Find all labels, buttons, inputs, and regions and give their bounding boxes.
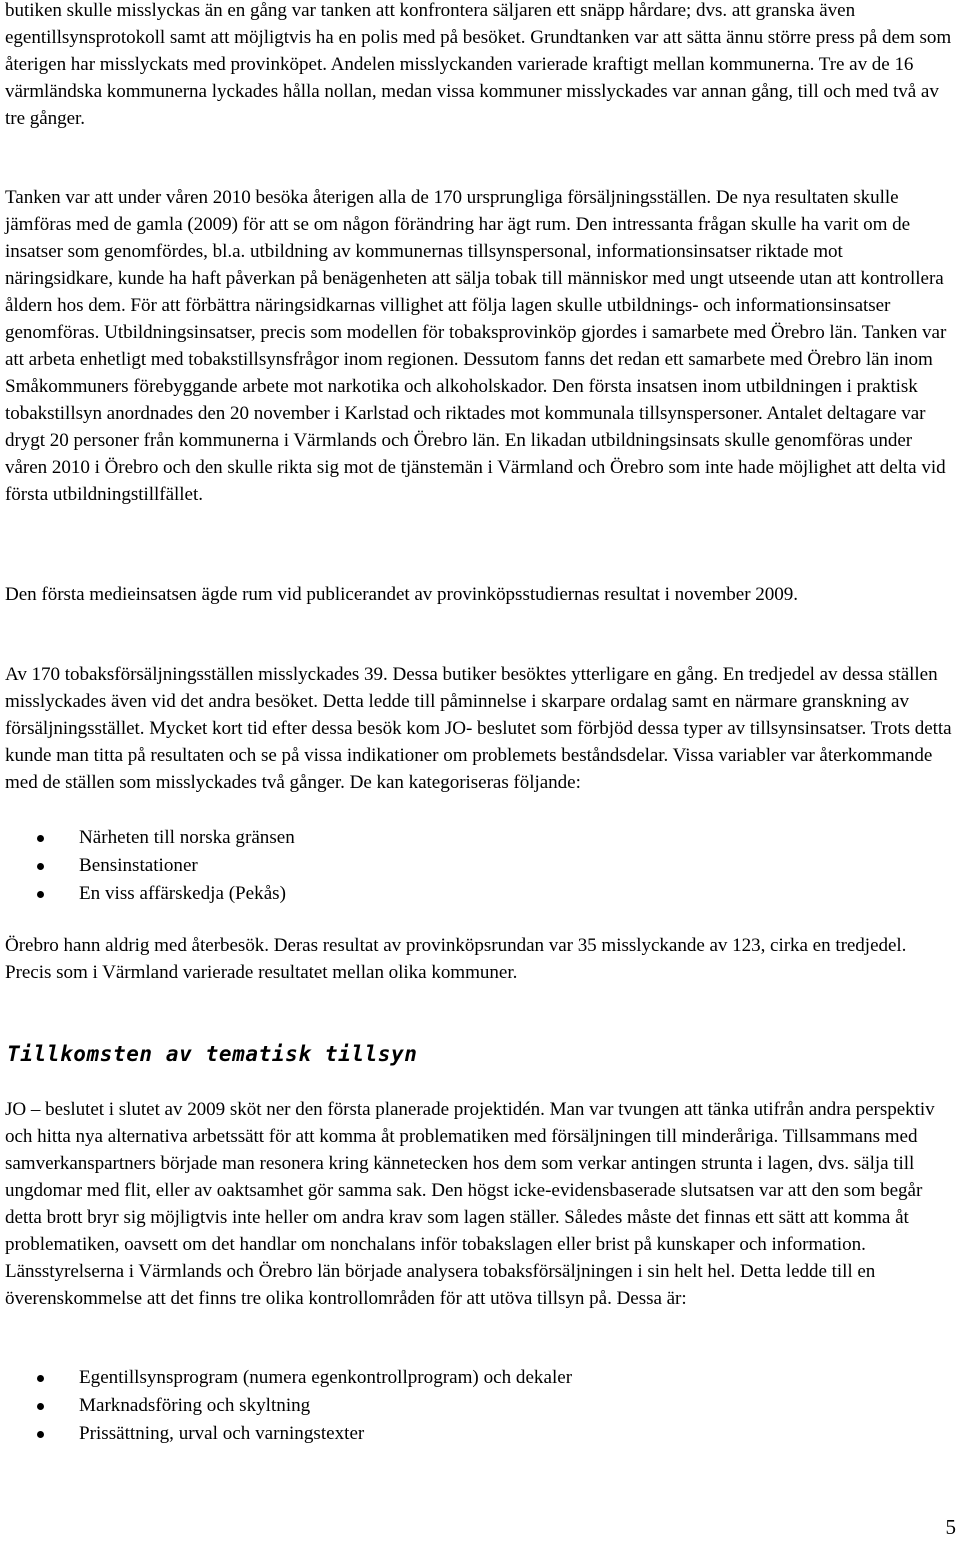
list-item-text: Bensinstationer	[79, 855, 198, 876]
factors-list	[5, 824, 955, 908]
bullet-icon	[37, 1375, 44, 1382]
list-item	[5, 1392, 955, 1420]
bullet-icon	[37, 1403, 44, 1410]
paragraph-orebro: Örebro hann aldrig med återbesök. Deras resultat av provinköpsrundan var 35 misslyckande av 123, cirka en tredjedel. Precis som i Värmland varierade resultatet mellan olika kommuner.	[5, 935, 907, 983]
paragraph-jo-decision: JO – beslutet i slutet av 2009 sköt ner den första planerade projektidén. Man var tvungen att tänka utifrån andra perspektiv och hitta nya alternativa arbetssätt för att komma åt problematiken med försäljningen till minderåriga. Tillsammans med samverkanspartners började man resonera kring kännetecken hos dem som verkar antingen strunta i lagen, dvs. sälja till ungdomar med flit, eller av oaktsamhet gör samma sak. Den högst icke-evidensbaserade slutsatsen var att den som begår detta brott bryr sig möjligtvis inte heller om andra krav som lagen ställer. Således måste det finnas ett sätt att komma åt problematiken, oavsett om det handlar om nonchalans inför tobakslagen eller brist på kunskaper och information. Länsstyrelserna i Värmlands och Örebro län började analysera tobaksförsäljningen i sin helt hel. Detta ledde till en överenskommelse att det finns tre olika kontrollområden för att utöva tillsyn på. Dessa är:	[5, 1099, 935, 1309]
list-item-text: Närheten till norska gränsen	[79, 827, 295, 848]
list-item	[5, 1364, 955, 1392]
bullet-icon	[37, 1431, 44, 1438]
bullet-icon	[37, 863, 44, 870]
paragraph-results: Av 170 tobaksförsäljningsställen misslyckades 39. Dessa butiker besöktes ytterligare en gång. En tredjedel av dessa ställen misslyckades även vid det andra besöket. Detta ledde till påminnelse i skarpare ordalag samt en närmare granskning av försäljningsstället. Mycket kort tid efter dessa besök kom JO- beslutet som förbjöd dessa typer av tillsynsinsatser. Trots detta kunde man titta på resultaten och se på vissa indikationer om problemets beståndsdelar. Vissa variabler var återkommande med de ställen som misslyckades två gånger. De kan kategoriseras följande:	[5, 664, 952, 793]
paragraph-intro: butiken skulle misslyckas än en gång var tanken att konfrontera säljaren ett snäpp hårdare; dvs. att granska även egentillsynsprotokoll samt att möjligtvis ha en polis med på besöket. Grundtanken var att sätta ännu större press på dem som återigen har misslyckats med provinköpet. Andelen misslyckanden varierade kraftigt mellan kommunerna. Tre av de 16 värmländska kommunerna lyckades hålla nollan, medan vissa kommuner misslyckades var annan gång, till och med två av tre gånger.	[5, 0, 952, 129]
list-item-text: En viss affärskedja (Pekås)	[79, 883, 286, 904]
list-item-text: Prissättning, urval och varningstexter	[79, 1423, 365, 1444]
section-heading: Tillkomsten av tematisk tillsyn	[7, 1042, 418, 1066]
page-number: 5	[945, 1515, 956, 1539]
paragraph-media: Den första medieinsatsen ägde rum vid publicerandet av provinköpsstudiernas resultat i november 2009.	[5, 584, 798, 605]
list-item	[5, 1420, 955, 1448]
list-item	[5, 880, 955, 908]
list-item	[5, 824, 955, 852]
control-areas-list	[5, 1364, 955, 1448]
paragraph-spring-2010: Tanken var att under våren 2010 besöka återigen alla de 170 ursprungliga försäljningsställen. De nya resultaten skulle jämföras med de gamla (2009) för att se om någon förändring har ägt rum. Den intressanta frågan skulle ha varit om de insatser som genomfördes, bl.a. utbildning av kommunernas tillsynspersonal, informationsinsatser riktade mot näringsidkare, kunde ha haft påverkan på benägenheten att sälja tobak till människor med ungt utseende utan att kontrollera åldern hos dem. För att förbättra näringsidkarnas villighet att följa lagen skulle utbildnings- och informationsinsatser genomföras. Utbildningsinsatser, precis som modellen för tobaksprovinköp gjordes i samarbete med Örebro län. Tanken var att arbeta enhetligt med tobakstillsynsfrågor inom regionen. Dessutom fanns det redan ett samarbete med Örebro län inom Småkommuners förebyggande arbete mot narkotika och alkoholskador. Den första insatsen inom utbildningen i praktisk tobakstillsyn anordnades den 20 november i Karlstad och riktades mot kommunala tillsynspersoner. Antalet deltagare var drygt 20 personer från kommunerna i Värmlands och Örebro län. En likadan utbildningsinsats skulle genomföras under våren 2010 i Örebro och den skulle rikta sig mot de tjänstemän i Värmland och Örebro som inte hade möjlighet att delta vid första utbildningstillfället.	[5, 187, 947, 505]
bullet-icon	[37, 835, 44, 842]
list-item	[5, 852, 955, 880]
list-item-text: Egentillsynsprogram (numera egenkontrollprogram) och dekaler	[79, 1367, 573, 1388]
bullet-icon	[37, 891, 44, 898]
list-item-text: Marknadsföring och skyltning	[79, 1395, 311, 1416]
